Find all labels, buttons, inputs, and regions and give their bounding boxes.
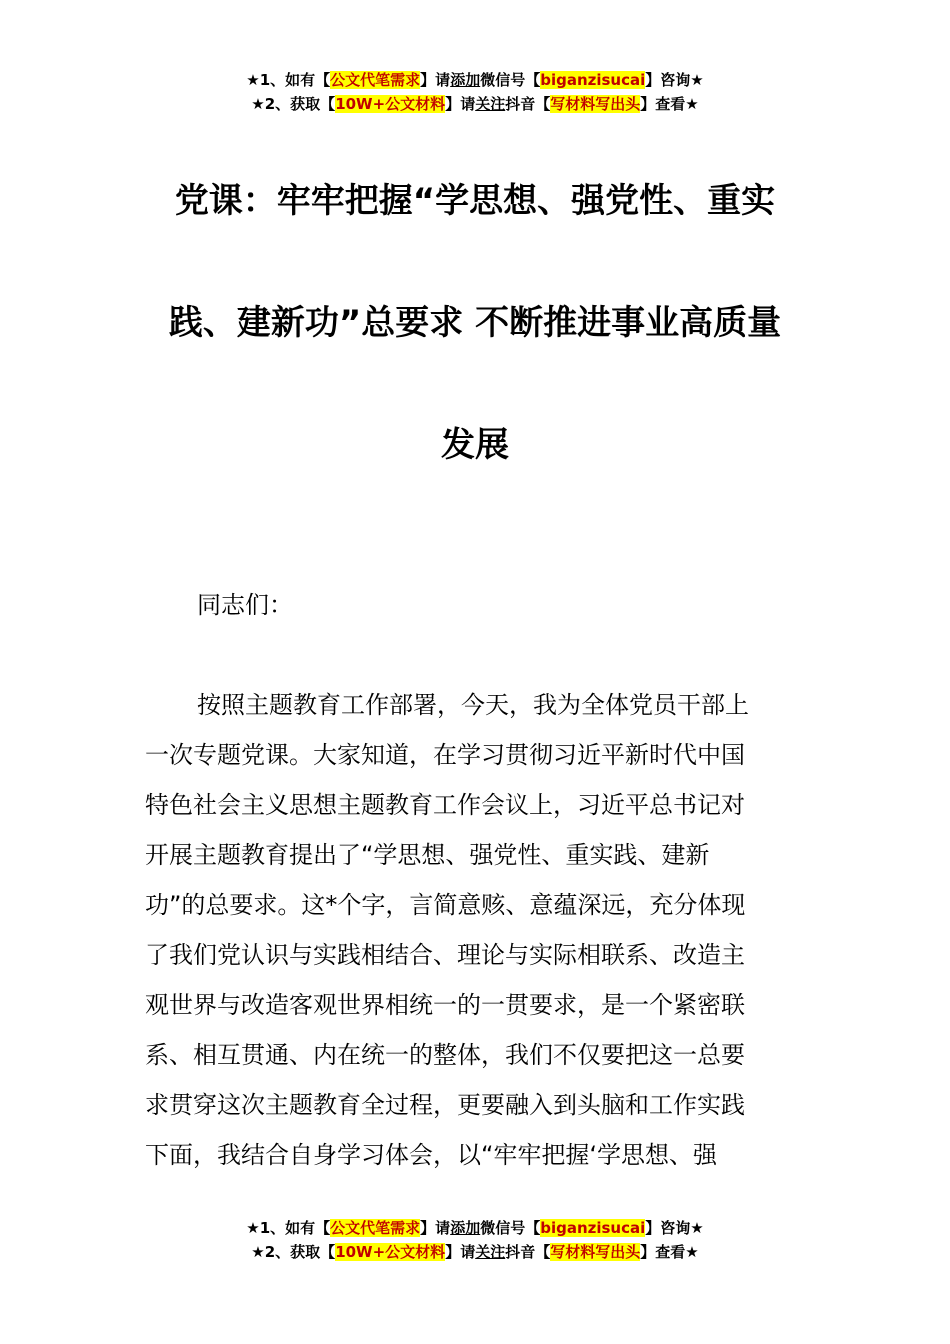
wechat-id: biganzisucai <box>540 1219 646 1237</box>
title-line: 发展 <box>441 425 509 465</box>
highlight-text: 10W+公文材料 <box>335 95 446 113</box>
header-notice-line-2: ★2、获取【10W+公文材料】请关注抖音【写材料写出头】查看★ <box>251 95 699 113</box>
paragraph-line: 了我们党认识与实践相结合、理论与实际相联系、改造主 <box>145 941 745 969</box>
title-line: 践、建新功”总要求 不断推进事业高质量 <box>168 303 782 343</box>
douyin-account: 写材料写出头 <box>550 95 641 113</box>
douyin-account: 写材料写出头 <box>550 1243 641 1261</box>
title-line: 党课：牢牢把握“学思想、强党性、重实 <box>174 181 776 221</box>
paragraph-line: 功”的总要求。这*个字，言简意赅、意蕴深远，充分体现 <box>145 891 746 919</box>
underlined-text: 关注 <box>475 1243 506 1261</box>
highlight-text: 公文代笔需求 <box>330 71 421 89</box>
highlight-text: 公文代笔需求 <box>330 1219 421 1237</box>
underlined-text: 添加 <box>450 71 481 89</box>
footer-notice-line-2: ★2、获取【10W+公文材料】请关注抖音【写材料写出头】查看★ <box>251 1243 699 1261</box>
paragraph-line: 求贯穿这次主题教育全过程，更要融入到头脑和工作实践 <box>145 1091 745 1119</box>
paragraph-line: 开展主题教育提出了“学思想、强党性、重实践、建新 <box>145 841 710 869</box>
paragraph-line: 特色社会主义思想主题教育工作会议上，习近平总书记对 <box>145 791 745 819</box>
document-title <box>140 140 810 506</box>
underlined-text: 关注 <box>475 95 506 113</box>
paragraph-line: 系、相互贯通、内在统一的整体，我们不仅要把这一总要 <box>145 1041 745 1069</box>
greeting: 同志们： <box>197 591 293 619</box>
paragraph-line: 下面，我结合自身学习体会，以“牢牢把握‘学思想、强 <box>145 1141 718 1169</box>
footer-notice-line-1: ★1、如有【公文代笔需求】请添加微信号【biganzisucai】咨询★ <box>246 1219 704 1237</box>
header-notice <box>0 68 950 116</box>
underlined-text: 添加 <box>450 1219 481 1237</box>
body-paragraph <box>145 680 810 1180</box>
paragraph-line: 一次专题党课。大家知道，在学习贯彻习近平新时代中国 <box>145 741 745 769</box>
footer-notice <box>0 1216 950 1264</box>
paragraph-line: 按照主题教育工作部署，今天，我为全体党员干部上 <box>197 691 749 719</box>
paragraph-line: 观世界与改造客观世界相统一的一贯要求，是一个紧密联 <box>145 991 745 1019</box>
highlight-text: 10W+公文材料 <box>335 1243 446 1261</box>
wechat-id: biganzisucai <box>540 71 646 89</box>
header-notice-line-1: ★1、如有【公文代笔需求】请添加微信号【biganzisucai】咨询★ <box>246 71 704 89</box>
